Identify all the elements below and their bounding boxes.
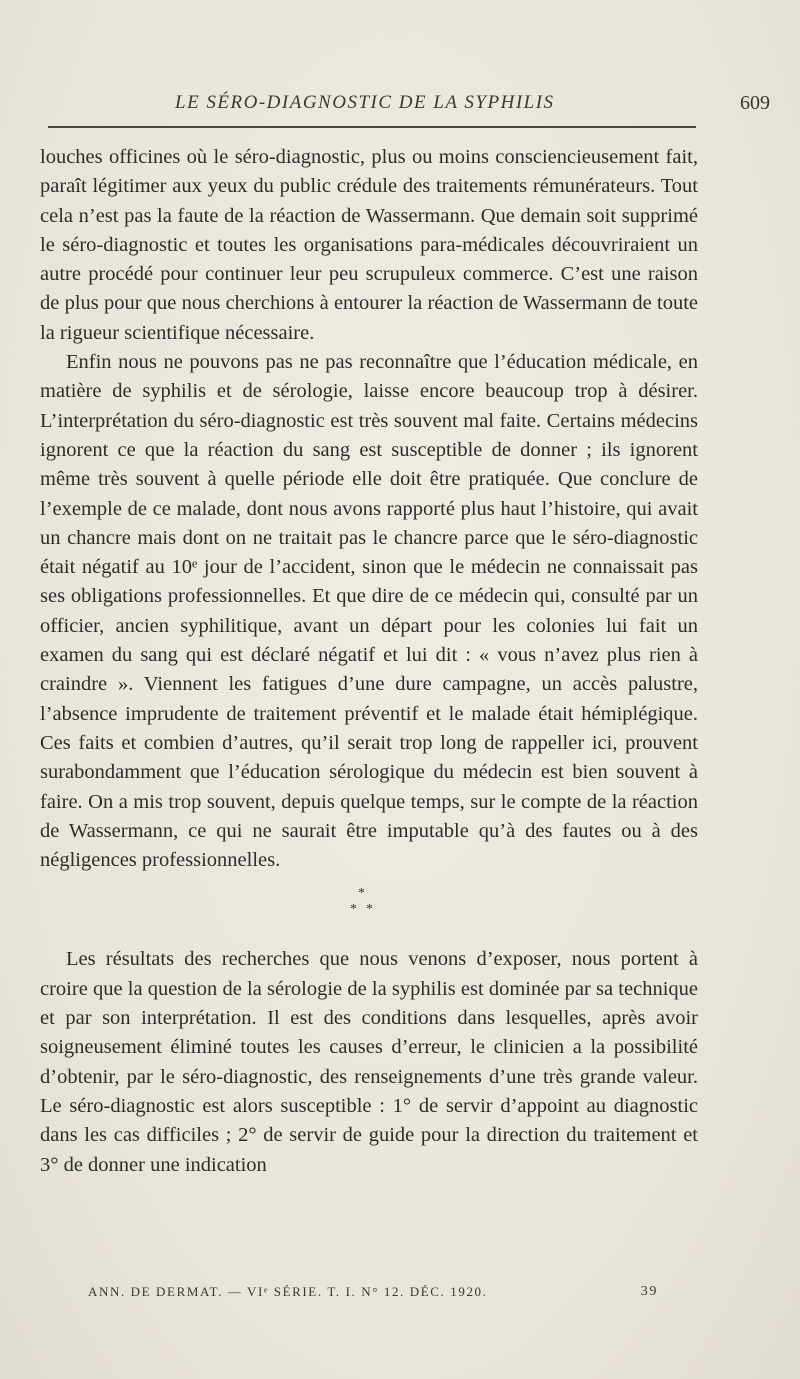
section-asterism: [40, 881, 698, 945]
body-text: [40, 143, 698, 1180]
asterism-star: *: [350, 902, 357, 918]
running-head-title: LE SÉRO-DIAGNOSTIC DE LA SYPHILIS: [175, 92, 555, 113]
paragraph-continued: louches officines où le séro-diagnostic, plus ou moins consciencieusement fait, paraît légitimer aux yeux du public crédule des traitements rémunérateurs. Tout cela n’est pas la faute de la réaction de Wassermann. Que demain soit supprimé le séro-diagnostic et toutes les organisations para-médicales découvriraient un autre procédé pour continuer leur peu scrupuleux commerce. C’est une raison de plus pour que nous cherchions à entourer la réaction de Wassermann de toute la rigueur scientifique nécessaire.: [40, 146, 698, 344]
asterism-star: *: [366, 902, 373, 918]
page-number: 609: [740, 92, 770, 114]
paragraph-conclusions: Les résultats des recherches que nous venons d’exposer, nous portent à croire que la question de la sérologie de la syphilis est dominée par sa technique et par son interprétation. Il est des conditions dans lesquelles, après avoir soigneusement éliminé toutes les causes d’erreur, le clinicien a la possibilité d’obtenir, par le séro-diagnostic, des renseignements d’une très grande valeur. Le séro-diagnostic est alors susceptible : 1° de servir d’appoint au diagnostic dans les cas difficiles ; 2° de servir de guide pour la direction du traitement et 3° de donner une indication: [40, 948, 698, 1176]
footer-citation: ANN. DE DERMAT. — VIᵉ SÉRIE. T. I. N° 12. DÉC. 1920.: [88, 1284, 488, 1299]
paragraph-education: Enfin nous ne pouvons pas ne pas reconnaître que l’éducation médicale, en matière de syphilis et de sérologie, laisse encore beaucoup trop à désirer. L’interprétation du séro-diagnostic est très souvent mal faite. Certains médecins ignorent ce que la réaction du sang est susceptible de donner ; ils ignorent même très souvent à quelle période elle doit être pratiquée. Que conclure de l’exemple de ce malade, dont nous avons rapporté plus haut l’histoire, qui avait un chancre mais dont on ne traitait pas le chancre parce que le séro-diagnostic était négatif au 10ᵉ jour de l’accident, sinon que le médecin ne connaissait pas ses obligations professionnelles. Et que dire de ce médecin qui, consulté par un officier, ancien syphilitique, avant un départ pour les colonies lui fait un examen du sang qui est déclaré négatif et lui dit : « vous n’avez plus rien à craindre ». Viennent les fatigues d’une dure campagne, un accès palustre, l’absence imprudente de traitement préventif et le malade était hémiplégique. Ces faits et combien d’autres, qu’il serait trop long de rappeller ici, prouvent surabondamment que l’éducation sérologique du médecin est bien souvent à faire. On a mis trop souvent, depuis quelque temps, sur le compte de la réaction de Wassermann, ce qui ne saurait être imputable qu’à des fautes ou à des négligences professionnelles.: [40, 351, 698, 872]
header-rule: [48, 126, 696, 128]
running-head: [40, 92, 770, 122]
signature-mark: 39: [640, 1284, 658, 1299]
footer: [88, 1284, 658, 1300]
asterism-star: *: [358, 886, 365, 902]
